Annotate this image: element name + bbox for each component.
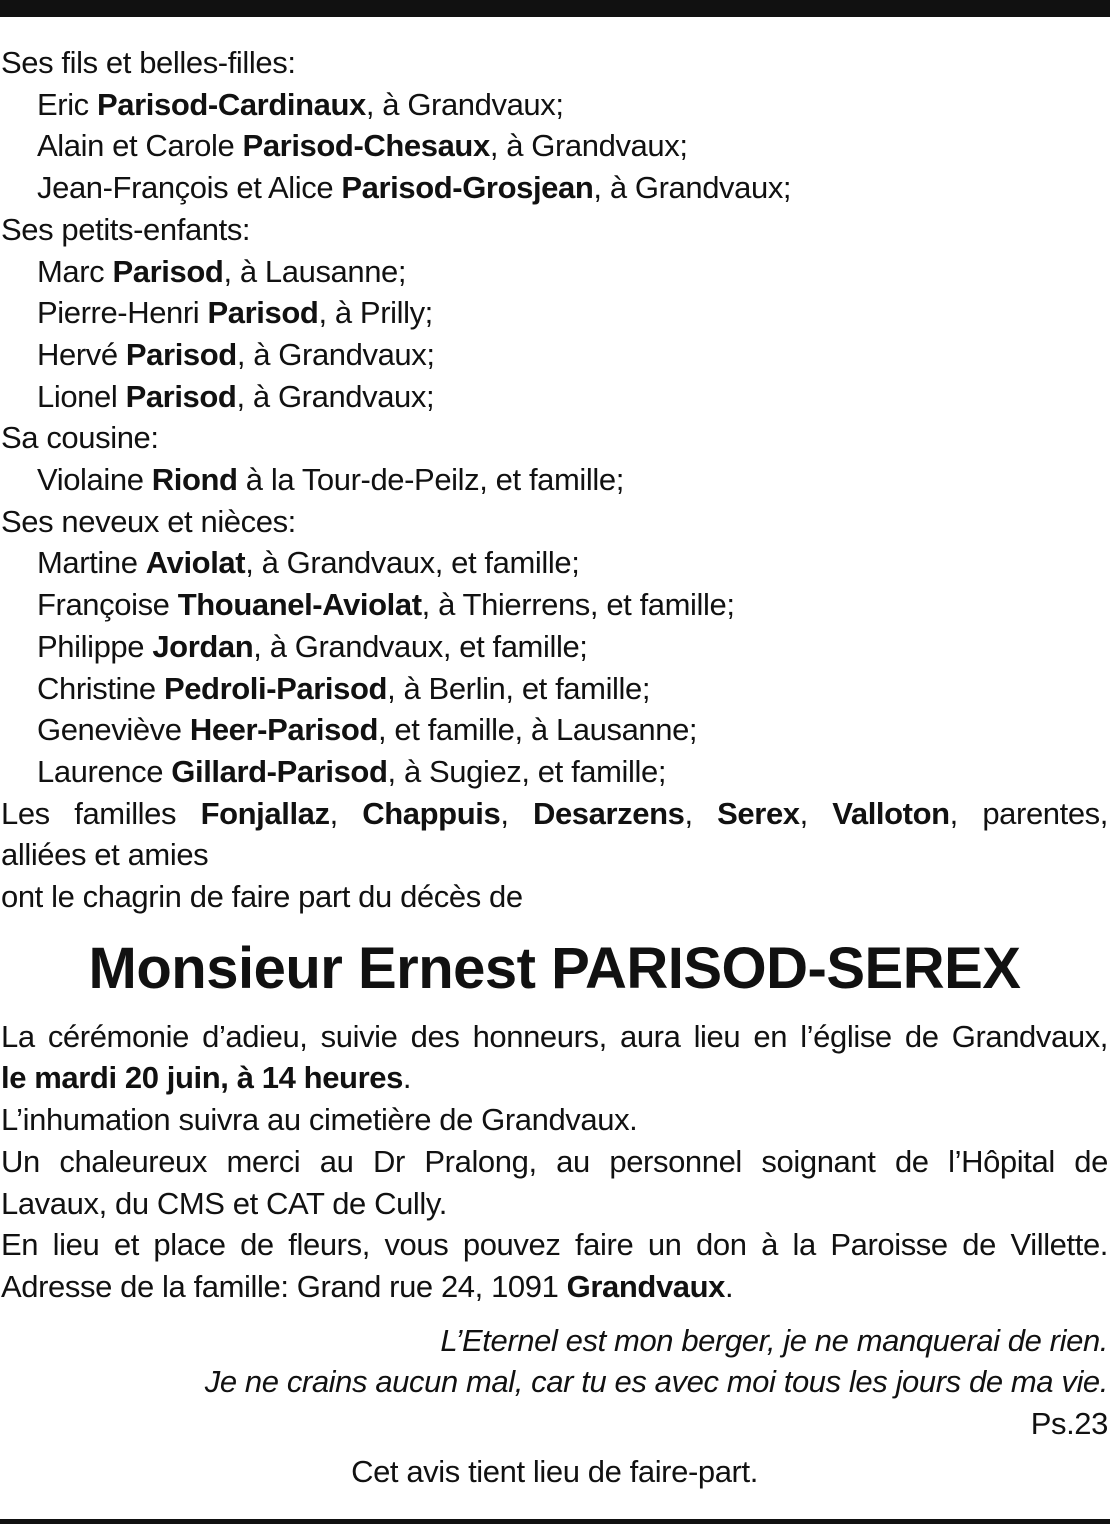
son-entry <box>1 167 1108 209</box>
bottom-rule <box>0 1519 1110 1524</box>
surname: Pedroli-Parisod <box>163 670 388 706</box>
nephew-entry <box>1 751 1108 793</box>
thanks-text: Un chaleureux merci au Dr Pralong, au personnel soignant de l’Hôpital de <box>1 1143 1108 1179</box>
son-entry <box>1 125 1108 167</box>
given-names: Christine <box>37 670 164 706</box>
family-name: Valloton <box>832 795 950 831</box>
nephew-entry <box>1 542 1108 584</box>
surname: Parisod-Chesaux <box>242 128 490 164</box>
psalm-verse <box>1 1320 1108 1445</box>
family-name: Desarzens <box>532 795 685 831</box>
grandchildren-heading: Ses petits-enfants: <box>1 211 251 247</box>
given-names: Laurence <box>37 753 172 789</box>
given-names: Philippe <box>37 628 153 664</box>
nephew-entry <box>1 626 1108 668</box>
family-name: Chappuis <box>362 795 501 831</box>
burial-text: L’inhumation suivra au cimetière de Grandvaux. <box>1 1102 638 1138</box>
given-names: Eric <box>37 86 98 122</box>
verse-reference: Ps.23 <box>1030 1406 1108 1442</box>
location: à la Tour-de-Peilz, et famille; <box>237 462 624 498</box>
location: , à Grandvaux; <box>236 378 435 414</box>
son-entry <box>1 84 1108 126</box>
location: , à Berlin, et famille; <box>387 670 651 706</box>
surname: Parisod-Cardinaux <box>97 86 366 122</box>
given-names: Geneviève <box>37 712 190 748</box>
family-address: Adresse de la famille: Grand rue 24, 1091 Grandvaux. <box>1 1268 734 1304</box>
surname: Parisod-Grosjean <box>341 170 594 206</box>
ceremony-text: La cérémonie d’adieu, suivie des honneurs, aura lieu en l’église de Grandvaux, <box>1 1018 1108 1054</box>
location: , à Grandvaux, et famille; <box>245 545 580 581</box>
nephew-entry <box>1 584 1108 626</box>
given-names: Violaine <box>37 462 152 498</box>
given-names: Lionel <box>37 378 126 414</box>
location: , à Grandvaux; <box>593 170 792 206</box>
nephews-heading: Ses neveux et nièces: <box>1 503 296 539</box>
verse-line: Je ne crains aucun mal, car tu es avec moi tous les jours de ma vie. <box>204 1364 1108 1400</box>
nephew-entry <box>1 709 1108 751</box>
cousin-heading: Sa cousine: <box>1 420 159 456</box>
location: , à Lausanne; <box>223 253 407 289</box>
deceased-name: Monsieur Ernest PARISOD-SEREX <box>88 935 1021 1001</box>
grandchild-entry <box>1 376 1108 418</box>
location: , à Grandvaux; <box>365 86 564 122</box>
given-names: Martine <box>37 545 146 581</box>
surname: Jordan <box>152 628 254 664</box>
announcement-text: ont le chagrin de faire part du décès de <box>1 879 523 915</box>
cousin-entry <box>1 459 1108 501</box>
grandchild-entry <box>1 292 1108 334</box>
surname: Parisod <box>207 295 319 331</box>
surname: Riond <box>151 462 238 498</box>
flowers-text: En lieu et place de fleurs, vous pouvez faire un don à la Paroisse de Villette. <box>1 1227 1108 1263</box>
surname: Heer-Parisod <box>189 712 378 748</box>
given-names: Hervé <box>37 336 126 372</box>
surname: Thouanel-Aviolat <box>177 587 422 623</box>
family-name: Fonjallaz <box>200 795 330 831</box>
location: , à Grandvaux; <box>489 128 688 164</box>
surname: Aviolat <box>145 545 246 581</box>
notice-body <box>1 42 1108 1493</box>
location: , à Grandvaux; <box>236 336 435 372</box>
location: , et famille, à Lausanne; <box>378 712 698 748</box>
location: , à Grandvaux, et famille; <box>253 628 588 664</box>
location: , à Thierrens, et famille; <box>421 587 735 623</box>
grandchild-entry <box>1 334 1108 376</box>
top-rule <box>0 0 1110 17</box>
thanks-text-2: Lavaux, du CMS et CAT de Cully. <box>1 1185 447 1221</box>
closing-note: Cet avis tient lieu de faire-part. <box>351 1453 758 1489</box>
surname: Parisod <box>125 378 237 414</box>
verse-line: L’Eternel est mon berger, je ne manquerai de rien. <box>440 1322 1108 1358</box>
given-names: Pierre-Henri <box>37 295 208 331</box>
families-line: Les familles Fonjallaz, Chappuis, Desarzens, Serex, Valloton, parentes, <box>1 795 1108 831</box>
sons-heading: Ses fils et belles-filles: <box>1 45 296 80</box>
family-name: Serex <box>717 795 800 831</box>
given-names: Jean-François et Alice <box>37 170 342 206</box>
given-names: Alain et Carole <box>37 128 243 164</box>
location: , à Prilly; <box>318 295 433 331</box>
surname: Parisod <box>125 336 237 372</box>
families-line-2: alliées et amies <box>1 837 209 873</box>
nephew-entry <box>1 668 1108 710</box>
ceremony-date: le mardi 20 juin, à 14 heures. <box>1 1060 412 1096</box>
given-names: Françoise <box>37 587 178 623</box>
grandchild-entry <box>1 251 1108 293</box>
surname: Parisod <box>112 253 224 289</box>
given-names: Marc <box>37 253 113 289</box>
location: , à Sugiez, et famille; <box>387 753 667 789</box>
surname: Gillard-Parisod <box>171 753 388 789</box>
